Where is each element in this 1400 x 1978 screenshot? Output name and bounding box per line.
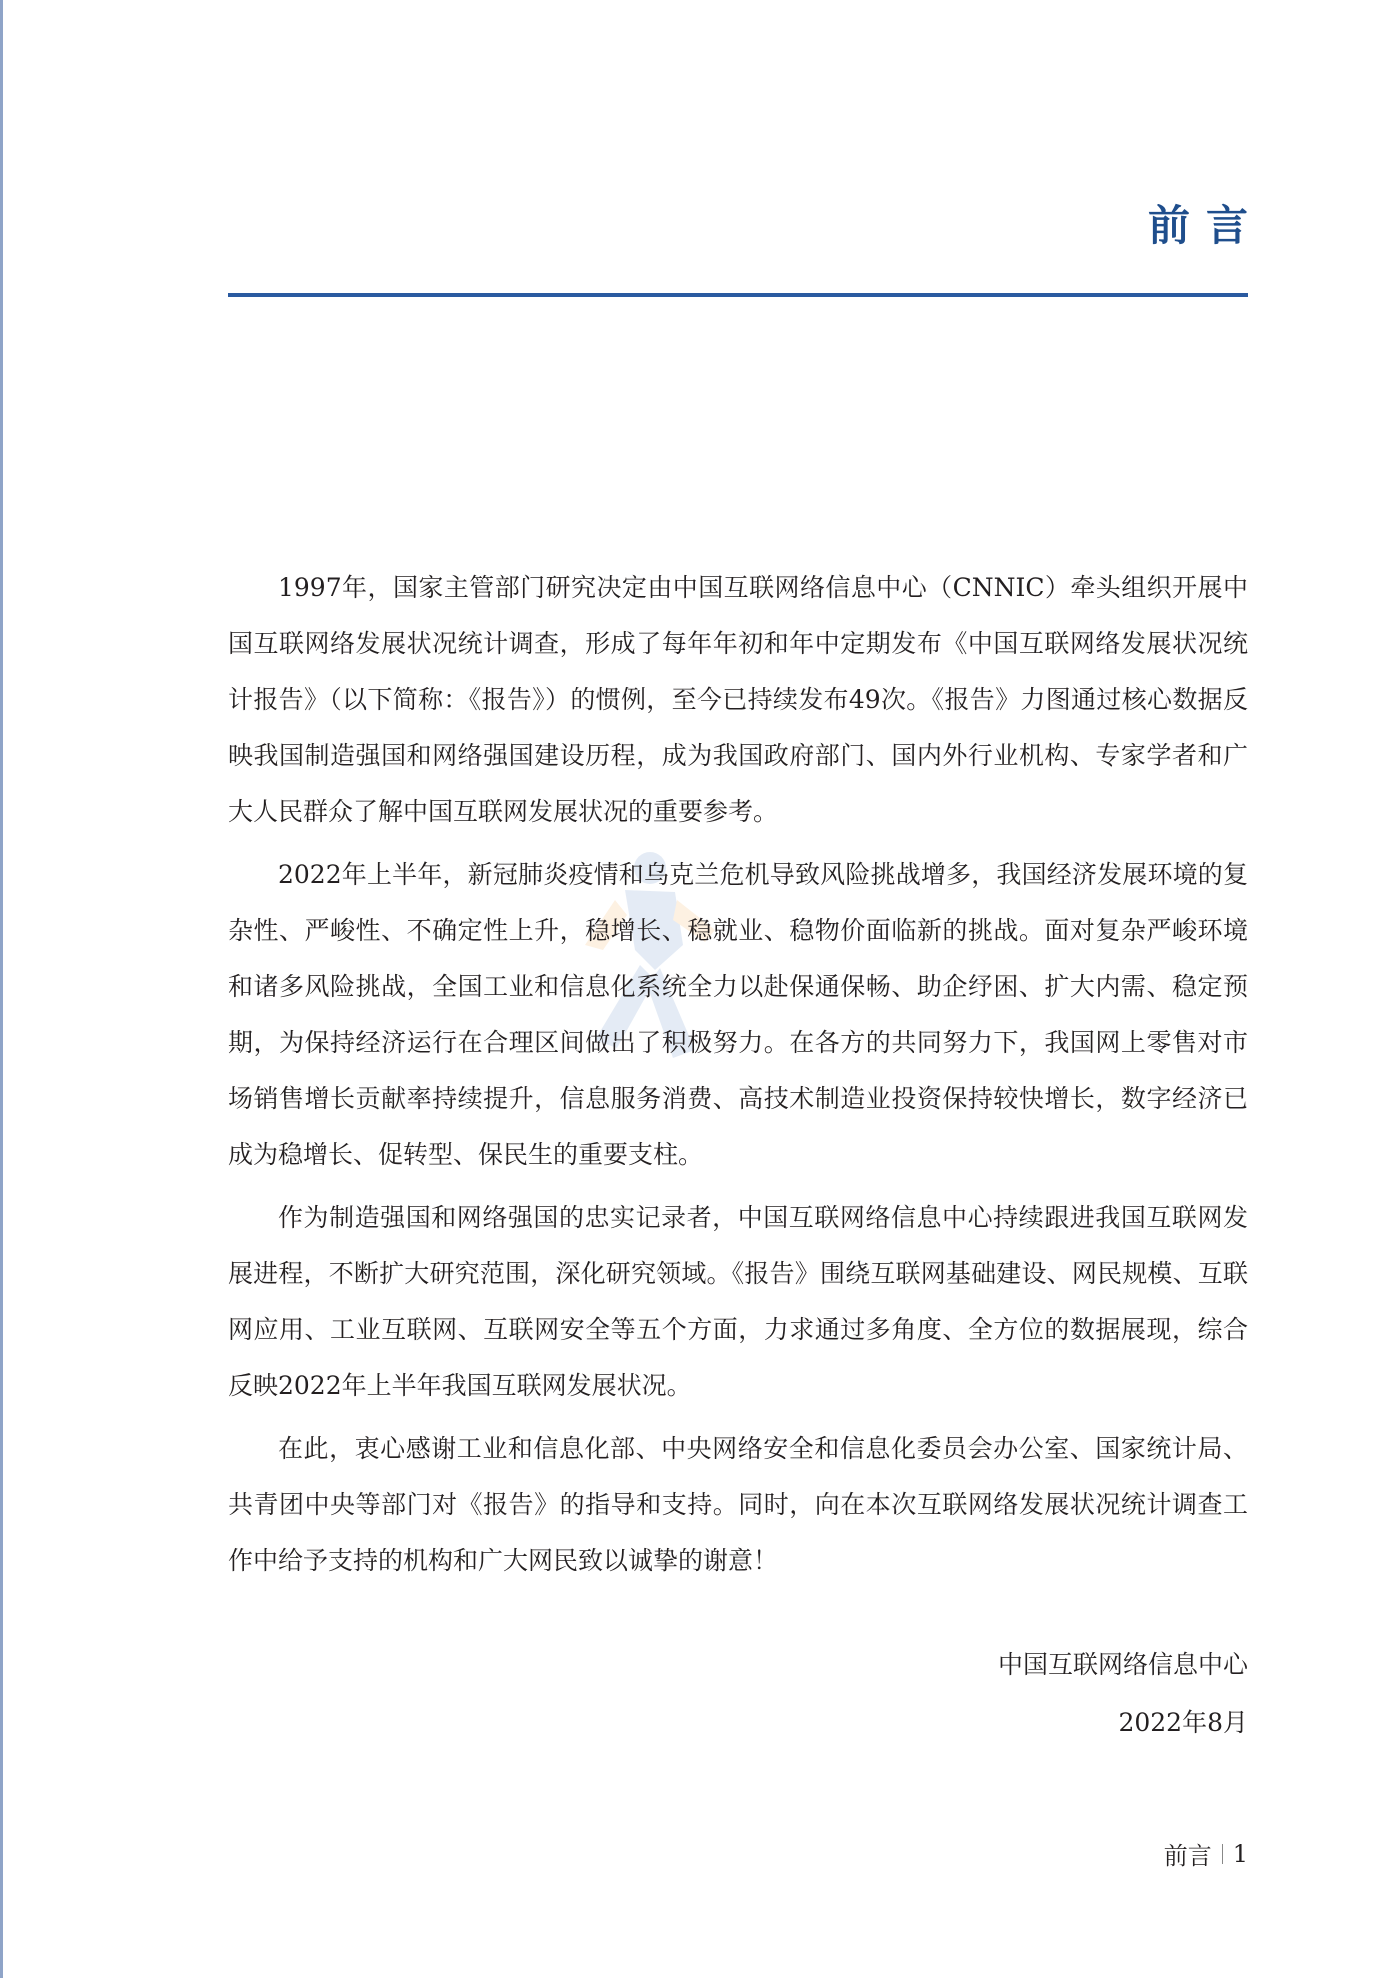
footer-section-label: 前言: [1163, 1842, 1212, 1870]
paragraph-2: 2022年上半年，新冠肺炎疫情和乌克兰危机导致风险挑战增多，我国经济发展环境的复杂性、严峻性、不确定性上升，稳增长、稳就业、稳物价面临新的挑战。面对复杂严峻环境和诸多风险挑战，全国工业和信息化系统全力以赴保通保畅、助企纾困、扩大内需、稳定预期，为保持经济运行在合理区间做出了积极努力。在各方的共同努力下，我国网上零售对市场销售增长贡献率持续提升，信息服务消费、高技术制造业投资保持较快增长，数字经济已成为稳增长、促转型、保民生的重要支柱。: [228, 860, 1248, 1169]
paragraph-3: 作为制造强国和网络强国的忠实记录者，中国互联网络信息中心持续跟进我国互联网发展进程，不断扩大研究范围，深化研究领域。《报告》围绕互联网基础建设、网民规模、互联网应用、工业互联网、互联网安全等五个方面，力求通过多角度、全方位的数据展现，综合反映2022年上半年我国互联网发展状况。: [228, 1203, 1248, 1400]
page-footer: [1164, 1836, 1248, 1871]
signature-block: [998, 1636, 1248, 1752]
page-title: 前言: [1147, 201, 1264, 250]
title-underline: [228, 293, 1248, 297]
footer-separator: [1222, 1844, 1223, 1864]
page-edge-line: [0, 0, 3, 1978]
preface-body: [228, 560, 1248, 1596]
signature-organization: 中国互联网络信息中心: [997, 1650, 1248, 1679]
page-number: 1: [1232, 1839, 1248, 1868]
paragraph-1: 1997年，国家主管部门研究决定由中国互联网络信息中心（CNNIC）牵头组织开展中国互联网络发展状况统计调查，形成了每年年初和年中定期发布《中国互联网络发展状况统计报告》（以下简称：《报告》）的惯例，至今已持续发布49次。《报告》力图通过核心数据反映我国制造强国和网络强国建设历程，成为我国政府部门、国内外行业机构、专家学者和广大人民群众了解中国互联网发展状况的重要参考。: [228, 573, 1248, 826]
signature-date: 2022年8月: [1118, 1708, 1248, 1737]
paragraph-4: 在此，衷心感谢工业和信息化部、中央网络安全和信息化委员会办公室、国家统计局、共青团中央等部门对《报告》的指导和支持。同时，向在本次互联网络发展状况统计调查工作中给予支持的机构和广大网民致以诚挚的谢意！: [228, 1434, 1248, 1575]
